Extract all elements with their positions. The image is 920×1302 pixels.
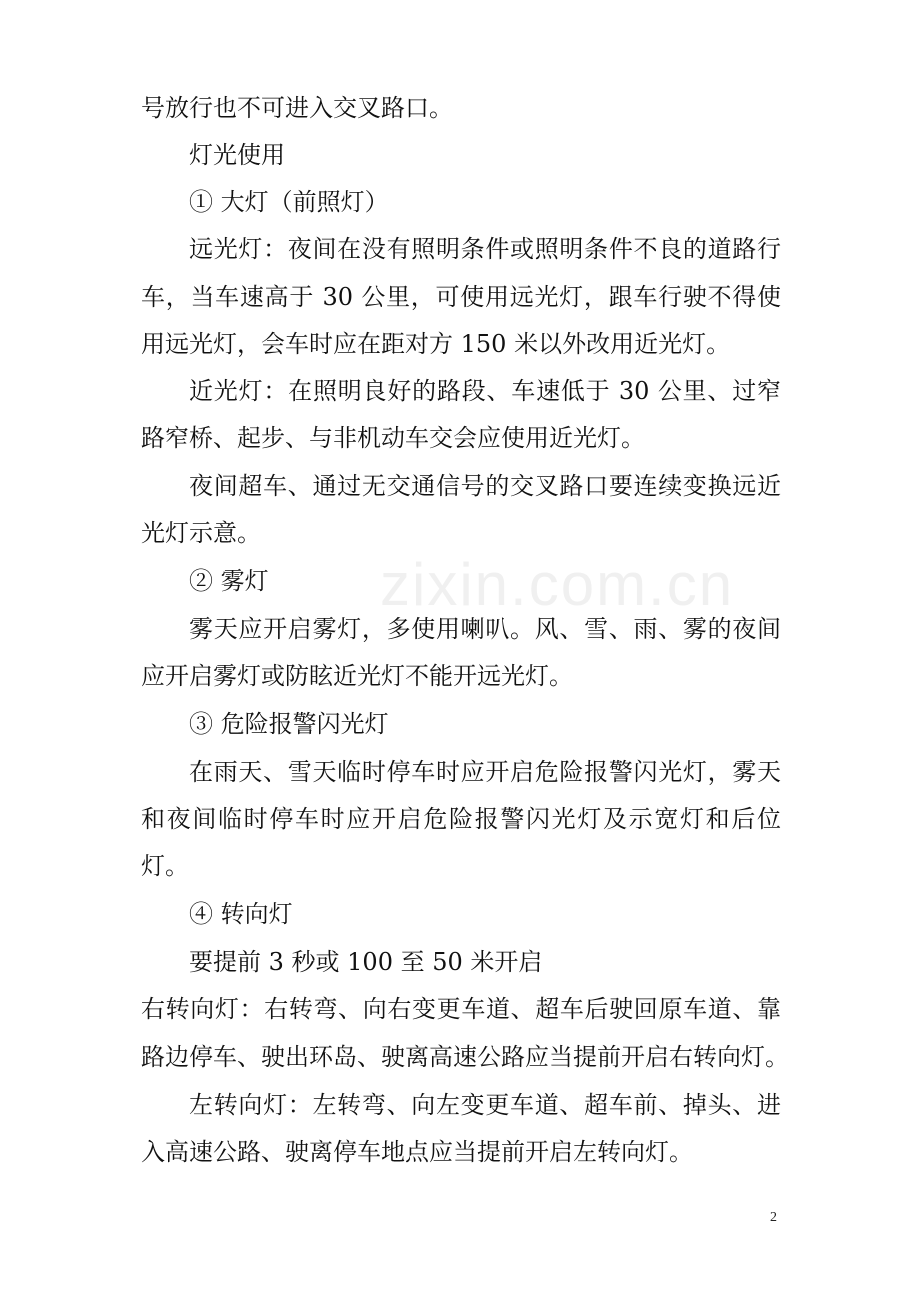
text-line	[0, 609, 920, 649]
text-line	[0, 846, 920, 886]
line-text: 灯光使用	[189, 141, 285, 169]
text-line	[0, 466, 920, 506]
text-line	[0, 752, 920, 792]
text-line	[0, 513, 920, 553]
text-line	[0, 1037, 920, 1077]
text-line	[0, 1132, 920, 1172]
text-line	[0, 324, 920, 364]
line-text: 近光灯：在照明良好的路段、车速低于 30 公里、过窄	[189, 377, 781, 405]
line-text: 夜间超车、通过无交通信号的交叉路口要连续变换远近	[189, 472, 781, 500]
section-heading	[0, 135, 920, 175]
line-text: 用远光灯，会车时应在距对方 150 米以外改用近光灯。	[141, 330, 731, 358]
subsection-heading	[0, 704, 920, 744]
page-number: 2	[770, 1210, 777, 1225]
line-text: 入高速公路、驶离停车地点应当提前开启左转向灯。	[141, 1138, 693, 1166]
text-line	[0, 277, 920, 317]
line-text: 在雨天、雪天临时停车时应开启危险报警闪光灯，雾天	[189, 758, 781, 786]
text-line	[0, 418, 920, 458]
subsection-heading	[0, 182, 920, 222]
watermark-logo: zixin.com.cn	[380, 551, 735, 618]
line-text: 和夜间临时停车时应开启危险报警闪光灯及示宽灯和后位	[141, 805, 781, 833]
subsection-heading	[0, 561, 920, 601]
text-line	[0, 229, 920, 269]
text-line	[0, 371, 920, 411]
line-text: 车，当车速高于 30 公里，可使用远光灯，跟车行驶不得使	[141, 283, 781, 311]
line-text: ② 雾灯	[189, 567, 269, 595]
text-line	[0, 989, 920, 1029]
line-text: ④ 转向灯	[189, 900, 293, 928]
line-text: 远光灯：夜间在没有照明条件或照明条件不良的道路行	[189, 235, 781, 263]
line-text: 左转向灯：左转弯、向左变更车道、超车前、掉头、进	[189, 1091, 781, 1119]
line-text: 号放行也不可进入交叉路口。	[141, 94, 453, 122]
line-text: 光灯示意。	[141, 519, 261, 547]
line-text: ① 大灯（前照灯）	[189, 188, 389, 216]
line-text: ③ 危险报警闪光灯	[189, 710, 389, 738]
text-line	[0, 88, 920, 128]
text-line	[0, 656, 920, 696]
line-text: 灯。	[141, 852, 189, 880]
line-text: 路窄桥、起步、与非机动车交会应使用近光灯。	[141, 424, 645, 452]
line-text: 雾天应开启雾灯，多使用喇叭。风、雪、雨、雾的夜间	[189, 615, 781, 643]
line-text: 右转向灯：右转弯、向右变更车道、超车后驶回原车道、靠	[141, 995, 781, 1023]
line-text: 要提前 3 秒或 100 至 50 米开启	[189, 948, 543, 976]
text-line	[0, 1085, 920, 1125]
subsection-heading	[0, 894, 920, 934]
line-text: 应开启雾灯或防眩近光灯不能开远光灯。	[141, 662, 573, 690]
line-text: 路边停车、驶出环岛、驶离高速公路应当提前开启右转向灯。	[141, 1043, 789, 1071]
text-line	[0, 942, 920, 982]
text-line	[0, 799, 920, 839]
